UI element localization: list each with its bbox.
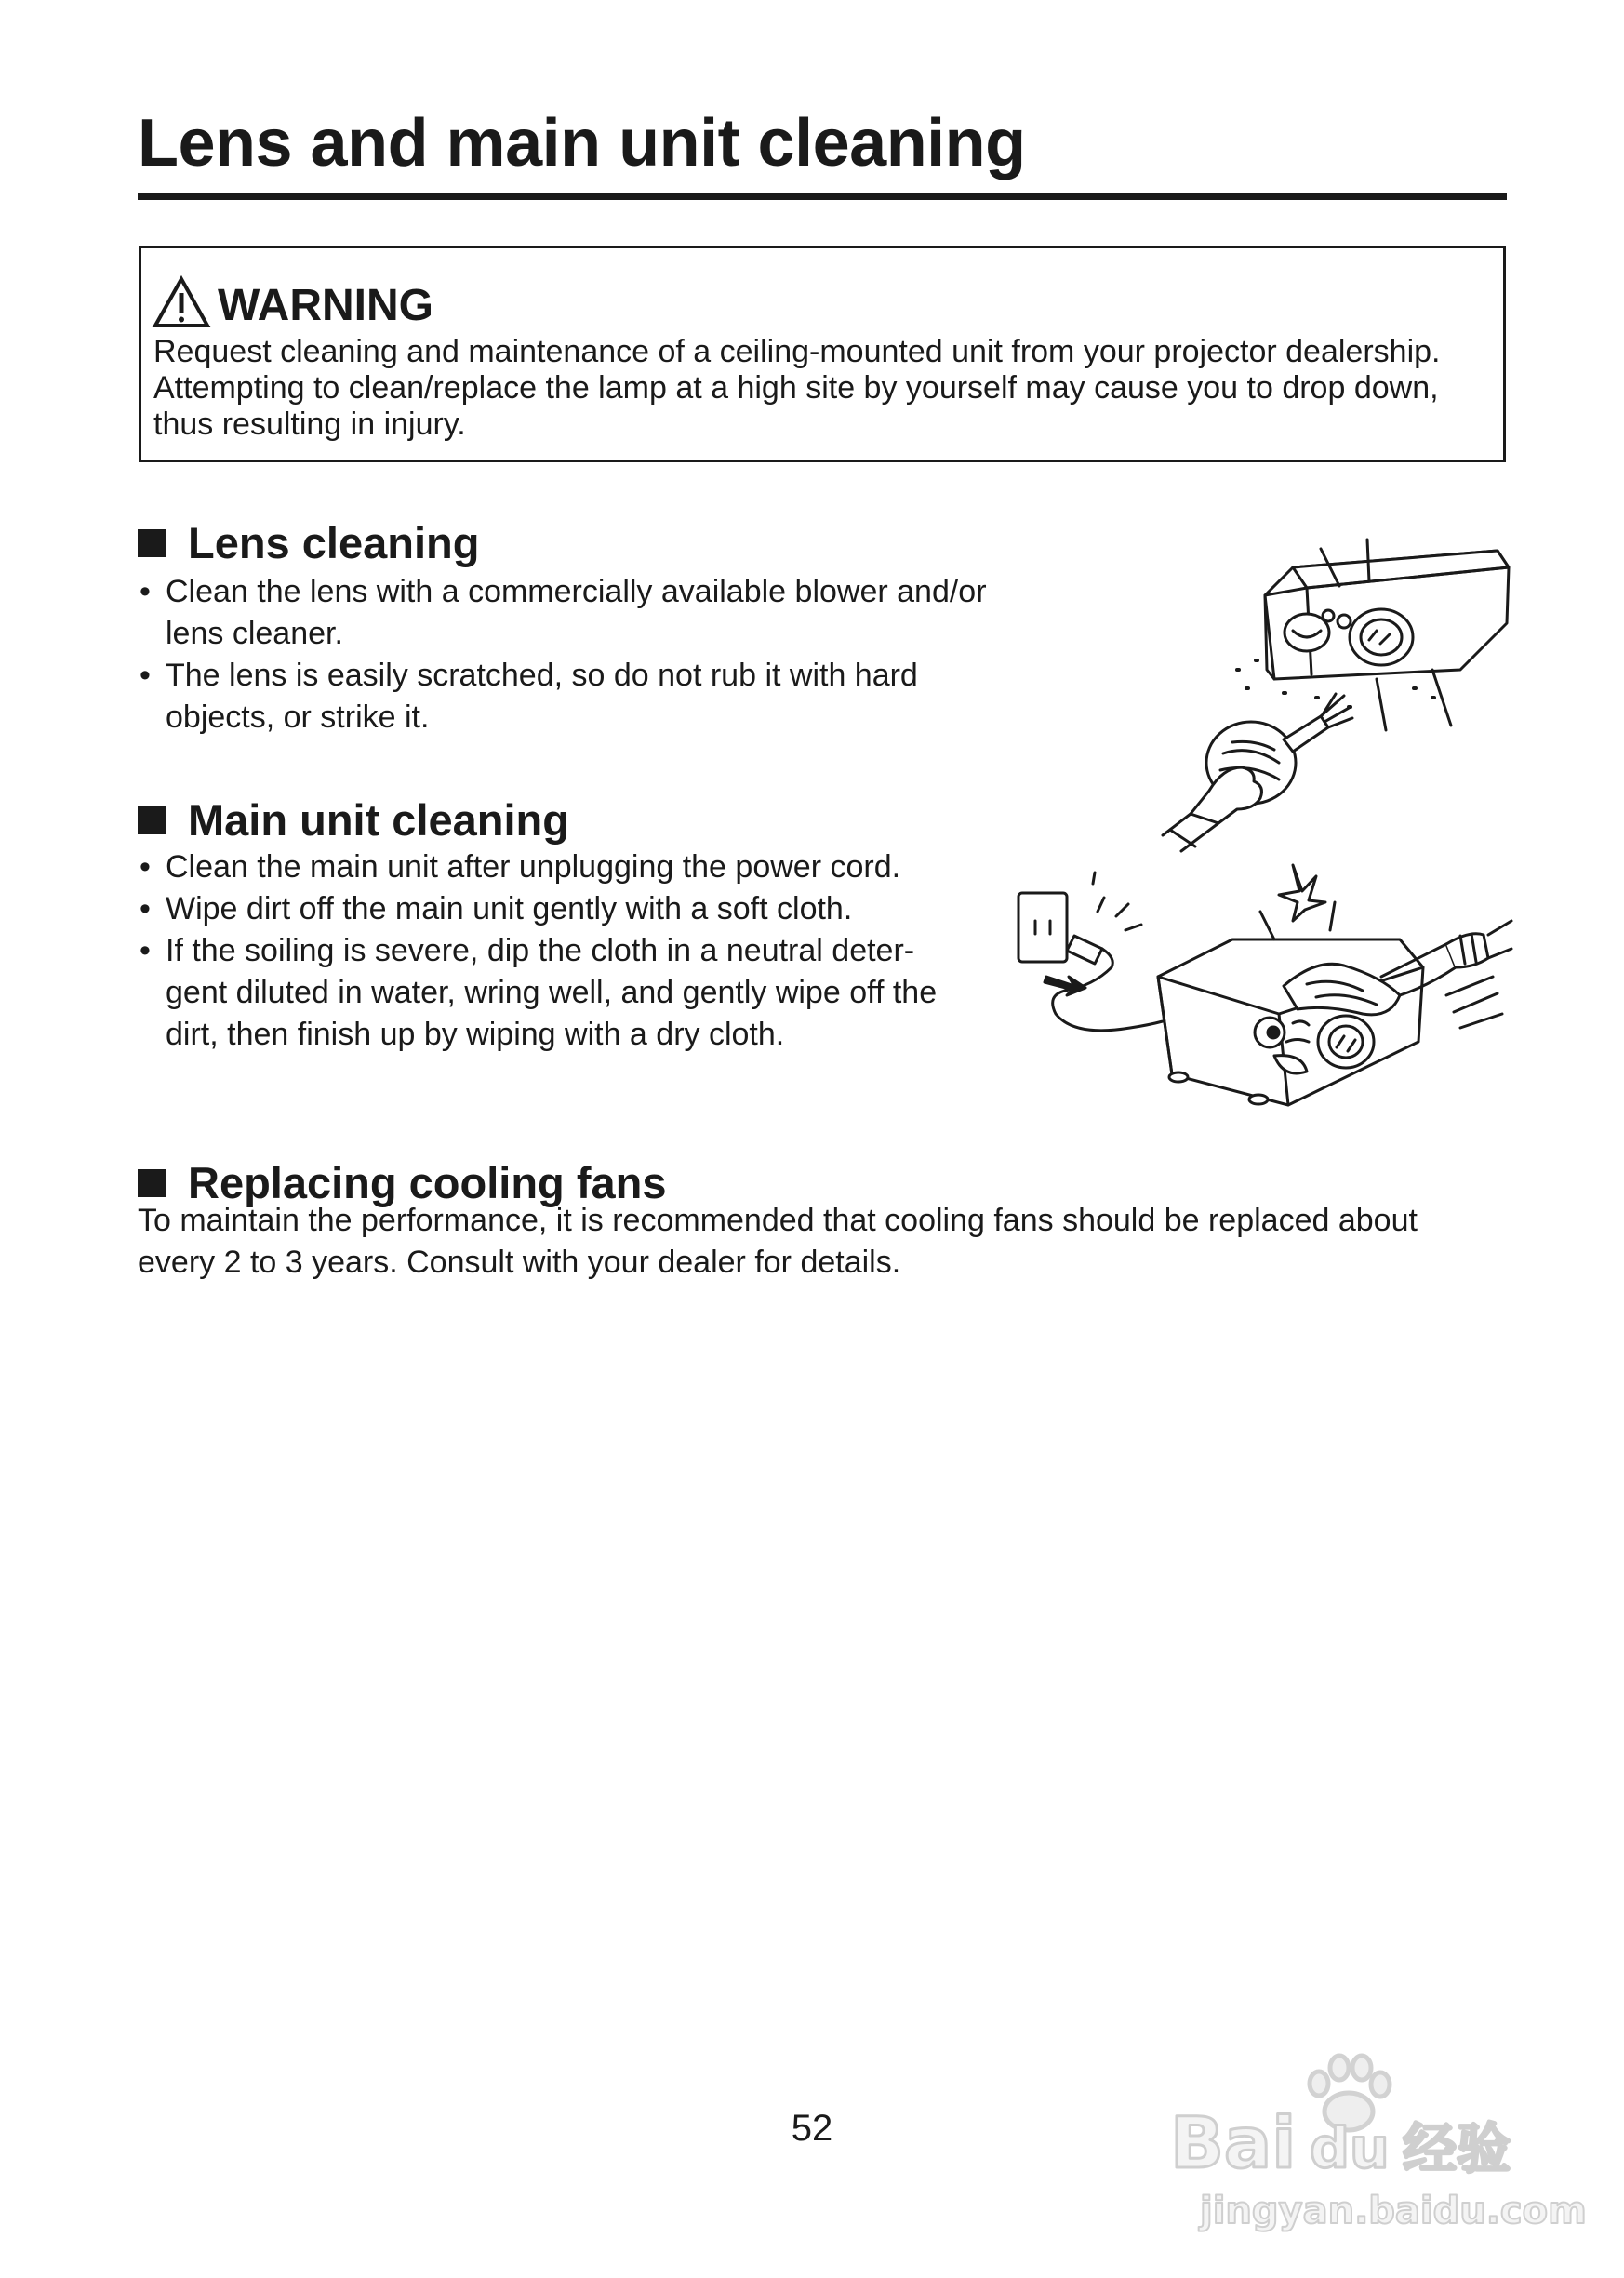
svg-text:Bai: Bai xyxy=(1170,2101,1297,2184)
title-rule xyxy=(138,193,1507,200)
square-bullet-icon xyxy=(138,529,166,557)
list-item-text: Clean the lens with a commercially available blower and/or lens cleaner. xyxy=(166,574,987,651)
main-unit-cleaning-heading xyxy=(138,795,569,845)
list-item: • If the soiling is severe, dip the cloth in a neutral deter-gent diluted in water, wring well, and gently wipe off the dirt, then finish up by wiping with a dry cloth. xyxy=(140,933,938,1052)
svg-text:du: du xyxy=(1310,2116,1390,2181)
square-bullet-icon xyxy=(138,1169,166,1197)
main-unit-cleaning-heading-text: Main unit cleaning xyxy=(188,795,569,845)
cooling-fans-heading-text: Replacing cooling fans xyxy=(188,1158,667,1207)
warning-text: Request cleaning and maintenance of a ceiling-mounted unit from your projector dealership. Attempting to clean/replace the lamp at a high site by yourself may cause you to drop down, thus resulting in injury. xyxy=(153,334,1441,442)
lens-cleaning-heading xyxy=(138,518,480,567)
page-title: Lens and main unit cleaning xyxy=(138,106,1026,180)
lens-cleaning-list xyxy=(138,571,993,739)
main-unit-cleaning-illustration xyxy=(1009,856,1511,1149)
warning-header xyxy=(153,269,433,328)
list-item-text: Clean the main unit after unplugging the power cord. xyxy=(166,849,901,885)
warning-triangle-icon xyxy=(153,276,210,328)
main-unit-cleaning-list xyxy=(138,846,975,1056)
list-item: • The lens is easily scratched, so do not rub it with hard objects, or strike it. xyxy=(140,658,918,735)
list-item: • Clean the main unit after unplugging the power cord. xyxy=(140,849,901,885)
svg-text:经验: 经验 xyxy=(1403,2117,1511,2180)
list-item: • Clean the lens with a commercially available blower and/or lens cleaner. xyxy=(140,574,987,651)
cooling-fans-text: To maintain the performance, it is recommended that cooling fans should be replaced about every 2 to 3 years. Consult with your dealer for details. xyxy=(138,1203,1418,1280)
cooling-fans-heading xyxy=(138,1158,667,1207)
baidu-watermark-logo xyxy=(1153,2032,1587,2251)
svg-text:jingyan.baidu.com: jingyan.baidu.com xyxy=(1200,2190,1587,2232)
list-item-text: The lens is easily scratched, so do not rub it with hard objects, or strike it. xyxy=(166,658,918,735)
square-bullet-icon xyxy=(138,806,166,834)
list-item-text: If the soiling is severe, dip the cloth in a neutral deter-gent diluted in water, wring well, and gently wipe off the dirt, then finish up by wiping with a dry cloth. xyxy=(166,933,938,1052)
list-item: • Wipe dirt off the main unit gently with a soft cloth. xyxy=(140,891,853,926)
warning-heading: WARNING xyxy=(218,281,433,330)
page-number: 52 xyxy=(791,2108,833,2149)
lens-cleaning-illustration xyxy=(1153,530,1516,860)
lens-cleaning-heading-text: Lens cleaning xyxy=(188,518,480,567)
warning-box xyxy=(139,246,1506,462)
list-item-text: Wipe dirt off the main unit gently with a soft cloth. xyxy=(166,891,853,926)
